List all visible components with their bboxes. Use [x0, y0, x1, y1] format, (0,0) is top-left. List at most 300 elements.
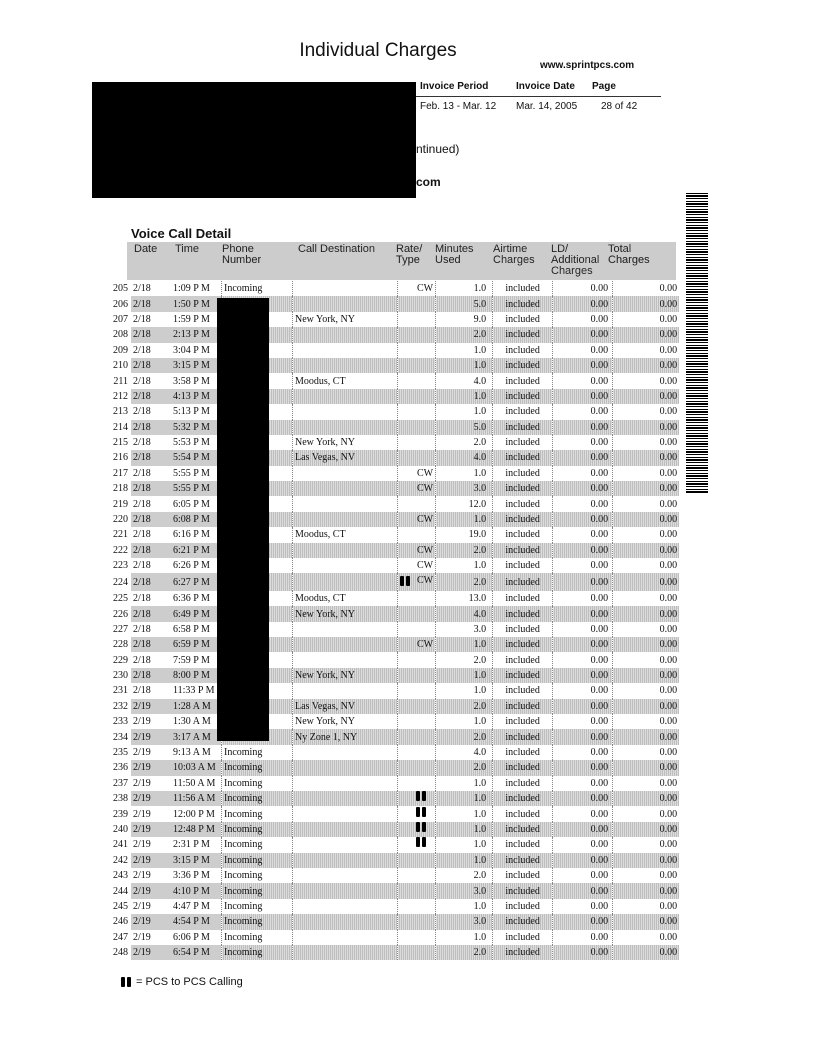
minutes-used: 4.0: [436, 450, 493, 465]
ld-additional-charges: 0.00: [553, 327, 613, 342]
table-row: [108, 837, 679, 852]
row-number: 219: [108, 496, 131, 511]
call-date: 2/18: [133, 560, 151, 572]
airtime-charges: included: [493, 914, 553, 929]
row-number: 241: [108, 837, 131, 852]
col-header-destination: Call Destination: [298, 243, 376, 255]
row-number: 238: [108, 791, 131, 806]
rate-type: [398, 622, 436, 637]
rate-type: [398, 729, 436, 744]
row-number: 211: [108, 373, 131, 388]
call-destination: [293, 512, 398, 527]
rate-type: [398, 327, 436, 342]
total-charges: 0.00: [659, 375, 678, 387]
row-number: 221: [108, 527, 131, 542]
minutes-used: 4.0: [436, 745, 493, 760]
total-charges: 0.00: [659, 313, 678, 325]
airtime-charges: included: [493, 389, 553, 404]
total-charges: 0.00: [659, 685, 678, 697]
call-destination: [293, 791, 398, 806]
rate-type: [398, 591, 436, 606]
phone-number: Incoming: [222, 868, 293, 883]
rate-type: [398, 512, 436, 527]
airtime-charges: included: [493, 729, 553, 744]
call-date: 2/19: [131, 853, 171, 868]
ld-additional-charges: 0.00: [553, 606, 613, 621]
airtime-charges: included: [493, 327, 553, 342]
rate-type: [398, 358, 436, 373]
minutes-used: 2.0: [436, 573, 493, 591]
rate-type: [398, 822, 436, 837]
call-date: 2/18: [133, 623, 151, 635]
call-time: 5:53 P M: [171, 435, 222, 450]
airtime-charges: included: [493, 312, 553, 327]
airtime-charges: included: [493, 512, 553, 527]
table-row: [108, 420, 679, 435]
call-date: 2/18: [133, 593, 151, 605]
call-time: 2:31 P M: [171, 837, 222, 852]
ld-additional-charges: 0.00: [553, 930, 613, 945]
airtime-charges: included: [493, 791, 553, 806]
row-number: 235: [108, 745, 131, 760]
call-date: 2/18: [133, 467, 151, 479]
rate-type: [398, 435, 436, 450]
call-time: 6:05 P M: [171, 496, 222, 511]
rate-type: [398, 373, 436, 388]
call-time: 5:32 P M: [171, 420, 222, 435]
total-charges: 0.00: [659, 747, 678, 759]
total-charges: 0.00: [659, 560, 678, 572]
row-number: 224: [108, 573, 131, 591]
row-number: 240: [108, 822, 131, 837]
call-destination: [293, 558, 398, 573]
call-destination: New York, NY: [293, 668, 398, 683]
row-number: 230: [108, 668, 131, 683]
call-destination: [293, 420, 398, 435]
table-row: [108, 450, 679, 465]
rate-type: [398, 606, 436, 621]
minutes-used: 1.0: [436, 806, 493, 821]
call-time: 6:21 P M: [171, 543, 222, 558]
col-header-time: Time: [175, 243, 200, 255]
col-header-date: Date: [134, 243, 158, 255]
call-time: 6:16 P M: [171, 527, 222, 542]
table-row: [108, 591, 679, 606]
phone-number: Incoming: [222, 930, 293, 945]
rate-type: [398, 312, 436, 327]
call-destination: [293, 481, 398, 496]
airtime-charges: included: [493, 760, 553, 775]
call-time: 1:59 P M: [171, 312, 222, 327]
ld-additional-charges: 0.00: [553, 837, 613, 852]
airtime-charges: included: [493, 745, 553, 760]
call-date: 2/19: [133, 716, 151, 728]
minutes-used: 1.0: [436, 389, 493, 404]
rate-type: [398, 776, 436, 791]
airtime-charges: included: [493, 714, 553, 729]
row-number: 216: [108, 450, 131, 465]
phone-number: Incoming: [222, 822, 293, 837]
call-destination: [293, 573, 398, 591]
call-destination: [293, 837, 398, 852]
ld-additional-charges: 0.00: [553, 343, 613, 358]
rate-type: [398, 853, 436, 868]
minutes-used: 4.0: [436, 373, 493, 388]
table-row: [108, 652, 679, 667]
rate-type-text: CW: [417, 283, 434, 295]
phone-number: Incoming: [222, 853, 293, 868]
pcs-to-pcs-icon: [416, 791, 427, 801]
minutes-used: 1.0: [436, 358, 493, 373]
rate-type-text: CW: [417, 560, 434, 572]
email-fragment: com: [416, 175, 441, 189]
call-date: 2/18: [131, 450, 171, 465]
call-destination: [293, 358, 398, 373]
minutes-used: 1.0: [436, 837, 493, 852]
total-charges: 0.00: [659, 593, 678, 605]
rate-type: [398, 837, 436, 852]
table-row: [108, 945, 679, 960]
airtime-charges: included: [493, 481, 553, 496]
airtime-charges: included: [493, 420, 553, 435]
table-row: [108, 606, 679, 621]
row-number: 233: [108, 714, 131, 729]
call-destination: [293, 806, 398, 821]
table-row: [108, 806, 679, 821]
call-time: 6:59 P M: [171, 637, 222, 652]
table-row: [108, 389, 679, 404]
call-date: 2/18: [131, 512, 171, 527]
minutes-used: 2.0: [436, 760, 493, 775]
phone-number: Incoming: [222, 899, 293, 914]
ld-additional-charges: 0.00: [553, 573, 613, 591]
table-row: [108, 883, 679, 898]
call-destination: [293, 853, 398, 868]
airtime-charges: included: [493, 883, 553, 898]
voice-call-detail-table: [108, 281, 679, 960]
phone-number: Incoming: [222, 806, 293, 821]
call-destination: [293, 652, 398, 667]
table-row: [108, 930, 679, 945]
minutes-used: 2.0: [436, 652, 493, 667]
table-row: [108, 527, 679, 542]
total-charges: 0.00: [659, 529, 678, 541]
call-date: 2/18: [131, 420, 171, 435]
row-number: 206: [108, 296, 131, 311]
minutes-used: 3.0: [436, 481, 493, 496]
rate-type-text: CW: [417, 483, 434, 495]
airtime-charges: included: [493, 343, 553, 358]
ld-additional-charges: 0.00: [553, 373, 613, 388]
table-row: [108, 296, 679, 311]
table-row: [108, 281, 679, 296]
minutes-used: 3.0: [436, 883, 493, 898]
row-number: 225: [108, 591, 131, 606]
ld-additional-charges: 0.00: [553, 512, 613, 527]
table-row: [108, 327, 679, 342]
table-row: [108, 466, 679, 481]
call-destination: [293, 868, 398, 883]
airtime-charges: included: [493, 637, 553, 652]
rate-type: [398, 930, 436, 945]
redaction-block: [92, 82, 416, 198]
call-date: 2/18: [131, 573, 171, 591]
call-date: 2/18: [133, 437, 151, 449]
page-label: Page: [592, 81, 616, 92]
airtime-charges: included: [493, 837, 553, 852]
call-time: 6:08 P M: [171, 512, 222, 527]
rate-type: [398, 868, 436, 883]
call-time: 6:49 P M: [171, 606, 222, 621]
airtime-charges: included: [493, 822, 553, 837]
call-time: 6:36 P M: [171, 591, 222, 606]
minutes-used: 19.0: [436, 527, 493, 542]
call-time: 10:03 A M: [171, 760, 222, 775]
call-destination: [293, 776, 398, 791]
rate-type: [398, 481, 436, 496]
ld-additional-charges: 0.00: [553, 853, 613, 868]
rate-type: [398, 404, 436, 419]
invoice-date-label: Invoice Date: [516, 81, 575, 92]
phone-number: Incoming: [222, 281, 293, 296]
row-number: 232: [108, 699, 131, 714]
airtime-charges: included: [493, 573, 553, 591]
call-time: 11:33 P M: [171, 683, 222, 698]
total-charges: 0.00: [613, 296, 680, 311]
total-charges: 0.00: [613, 358, 680, 373]
total-charges: 0.00: [659, 808, 678, 820]
page-title: Individual Charges: [299, 40, 457, 61]
rate-type: [398, 745, 436, 760]
call-time: 4:10 P M: [171, 883, 222, 898]
minutes-used: 3.0: [436, 914, 493, 929]
website-link[interactable]: www.sprintpcs.com: [540, 60, 635, 71]
ld-additional-charges: 0.00: [553, 496, 613, 511]
col-header-minutes: Minutes Used: [435, 243, 474, 266]
minutes-used: 1.0: [436, 281, 493, 296]
row-number: 218: [108, 481, 131, 496]
minutes-used: 5.0: [436, 296, 493, 311]
table-row: [108, 699, 679, 714]
call-destination: [293, 404, 398, 419]
ld-additional-charges: 0.00: [553, 527, 613, 542]
call-destination: Moodus, CT: [293, 527, 398, 542]
call-date: 2/18: [133, 529, 151, 541]
ld-additional-charges: 0.00: [553, 312, 613, 327]
row-number: 227: [108, 622, 131, 637]
minutes-used: 1.0: [436, 930, 493, 945]
minutes-used: 2.0: [436, 435, 493, 450]
call-time: 11:56 A M: [171, 791, 222, 806]
ld-additional-charges: 0.00: [553, 435, 613, 450]
table-row: [108, 668, 679, 683]
table-row: [108, 496, 679, 511]
airtime-charges: included: [493, 281, 553, 296]
row-number: 217: [108, 466, 131, 481]
table-row: [108, 558, 679, 573]
table-row: [108, 343, 679, 358]
row-number: 212: [108, 389, 131, 404]
call-date: 2/18: [131, 389, 171, 404]
total-charges: 0.00: [659, 344, 678, 356]
airtime-charges: included: [493, 699, 553, 714]
total-charges: 0.00: [659, 654, 678, 666]
call-time: 3:15 P M: [171, 358, 222, 373]
airtime-charges: included: [493, 606, 553, 621]
total-charges: 0.00: [613, 420, 680, 435]
total-charges: 0.00: [659, 437, 678, 449]
call-date: 2/18: [133, 283, 151, 295]
call-destination: [293, 543, 398, 558]
call-time: 1:50 P M: [171, 296, 222, 311]
pcs-to-pcs-icon: [416, 837, 427, 847]
ld-additional-charges: 0.00: [553, 760, 613, 775]
row-number: 229: [108, 652, 131, 667]
airtime-charges: included: [493, 591, 553, 606]
row-number: 243: [108, 868, 131, 883]
call-date: 2/19: [131, 760, 171, 775]
airtime-charges: included: [493, 899, 553, 914]
airtime-charges: included: [493, 373, 553, 388]
ld-additional-charges: 0.00: [553, 729, 613, 744]
rate-type: [398, 420, 436, 435]
total-charges: 0.00: [659, 467, 678, 479]
total-charges: 0.00: [659, 931, 678, 943]
ld-additional-charges: 0.00: [553, 714, 613, 729]
legend: [121, 976, 243, 988]
table-row: [108, 914, 679, 929]
pcs-to-pcs-icon: [121, 977, 132, 987]
call-date: 2/19: [131, 945, 171, 960]
ld-additional-charges: 0.00: [553, 745, 613, 760]
table-row: [108, 729, 679, 744]
ld-additional-charges: 0.00: [553, 868, 613, 883]
rate-type: [398, 343, 436, 358]
table-row: [108, 373, 679, 388]
call-destination: [293, 496, 398, 511]
call-destination: Las Vegas, NV: [293, 450, 398, 465]
total-charges: 0.00: [659, 623, 678, 635]
minutes-used: 3.0: [436, 622, 493, 637]
call-date: 2/19: [133, 839, 151, 851]
call-time: 6:27 P M: [171, 573, 222, 591]
table-row: [108, 683, 679, 698]
total-charges: 0.00: [613, 512, 680, 527]
call-time: 6:58 P M: [171, 622, 222, 637]
call-time: 2:13 P M: [171, 327, 222, 342]
call-date: 2/18: [131, 296, 171, 311]
call-date: 2/18: [133, 313, 151, 325]
total-charges: 0.00: [613, 853, 680, 868]
row-number: 223: [108, 558, 131, 573]
col-header-total: Total Charges: [608, 243, 650, 266]
col-header-phone: Phone Number: [222, 243, 262, 266]
table-row: [108, 637, 679, 652]
total-charges: 0.00: [659, 839, 678, 851]
call-destination: [293, 945, 398, 960]
minutes-used: 1.0: [436, 512, 493, 527]
total-charges: 0.00: [613, 883, 680, 898]
phone-number: Incoming: [222, 745, 293, 760]
total-charges: 0.00: [613, 637, 680, 652]
minutes-used: 12.0: [436, 496, 493, 511]
airtime-charges: included: [493, 543, 553, 558]
call-date: 2/18: [133, 685, 151, 697]
minutes-used: 1.0: [436, 714, 493, 729]
total-charges: 0.00: [613, 729, 680, 744]
minutes-used: 2.0: [436, 543, 493, 558]
call-date: 2/18: [133, 344, 151, 356]
call-time: 7:59 P M: [171, 652, 222, 667]
call-date: 2/19: [133, 900, 151, 912]
row-number: 242: [108, 853, 131, 868]
call-date: 2/19: [133, 777, 151, 789]
call-destination: [293, 883, 398, 898]
call-date: 2/18: [131, 327, 171, 342]
minutes-used: 9.0: [436, 312, 493, 327]
row-number: 231: [108, 683, 131, 698]
call-time: 5:55 P M: [171, 481, 222, 496]
rate-type: [398, 883, 436, 898]
call-date: 2/18: [131, 358, 171, 373]
rate-type: [398, 543, 436, 558]
rate-type: [398, 714, 436, 729]
call-destination: [293, 930, 398, 945]
call-destination: [293, 822, 398, 837]
call-date: 2/19: [131, 914, 171, 929]
ld-additional-charges: 0.00: [553, 822, 613, 837]
rate-type: [398, 699, 436, 714]
phone-number: Incoming: [222, 791, 293, 806]
table-row: [108, 714, 679, 729]
call-date: 2/18: [131, 481, 171, 496]
ld-additional-charges: 0.00: [553, 791, 613, 806]
ld-additional-charges: 0.00: [553, 699, 613, 714]
row-number: 248: [108, 945, 131, 960]
total-charges: 0.00: [613, 606, 680, 621]
call-destination: [293, 745, 398, 760]
phone-number: Incoming: [222, 760, 293, 775]
call-time: 3:58 P M: [171, 373, 222, 388]
call-destination: [293, 296, 398, 311]
total-charges: 0.00: [613, 327, 680, 342]
total-charges: 0.00: [659, 498, 678, 510]
airtime-charges: included: [493, 776, 553, 791]
rate-type: [398, 637, 436, 652]
call-date: 2/18: [131, 606, 171, 621]
phone-number: Incoming: [222, 837, 293, 852]
table-row: [108, 622, 679, 637]
total-charges: 0.00: [613, 481, 680, 496]
row-number: 247: [108, 930, 131, 945]
call-date: 2/19: [131, 699, 171, 714]
minutes-used: 2.0: [436, 945, 493, 960]
row-number: 215: [108, 435, 131, 450]
rate-type-text: CW: [417, 575, 434, 587]
rate-type: [398, 791, 436, 806]
call-destination: [293, 899, 398, 914]
table-row: [108, 358, 679, 373]
minutes-used: 1.0: [436, 776, 493, 791]
airtime-charges: included: [493, 806, 553, 821]
ld-additional-charges: 0.00: [553, 914, 613, 929]
rate-type: [398, 652, 436, 667]
airtime-charges: included: [493, 668, 553, 683]
table-row: [108, 853, 679, 868]
call-destination: Las Vegas, NV: [293, 699, 398, 714]
airtime-charges: included: [493, 527, 553, 542]
minutes-used: 2.0: [436, 699, 493, 714]
